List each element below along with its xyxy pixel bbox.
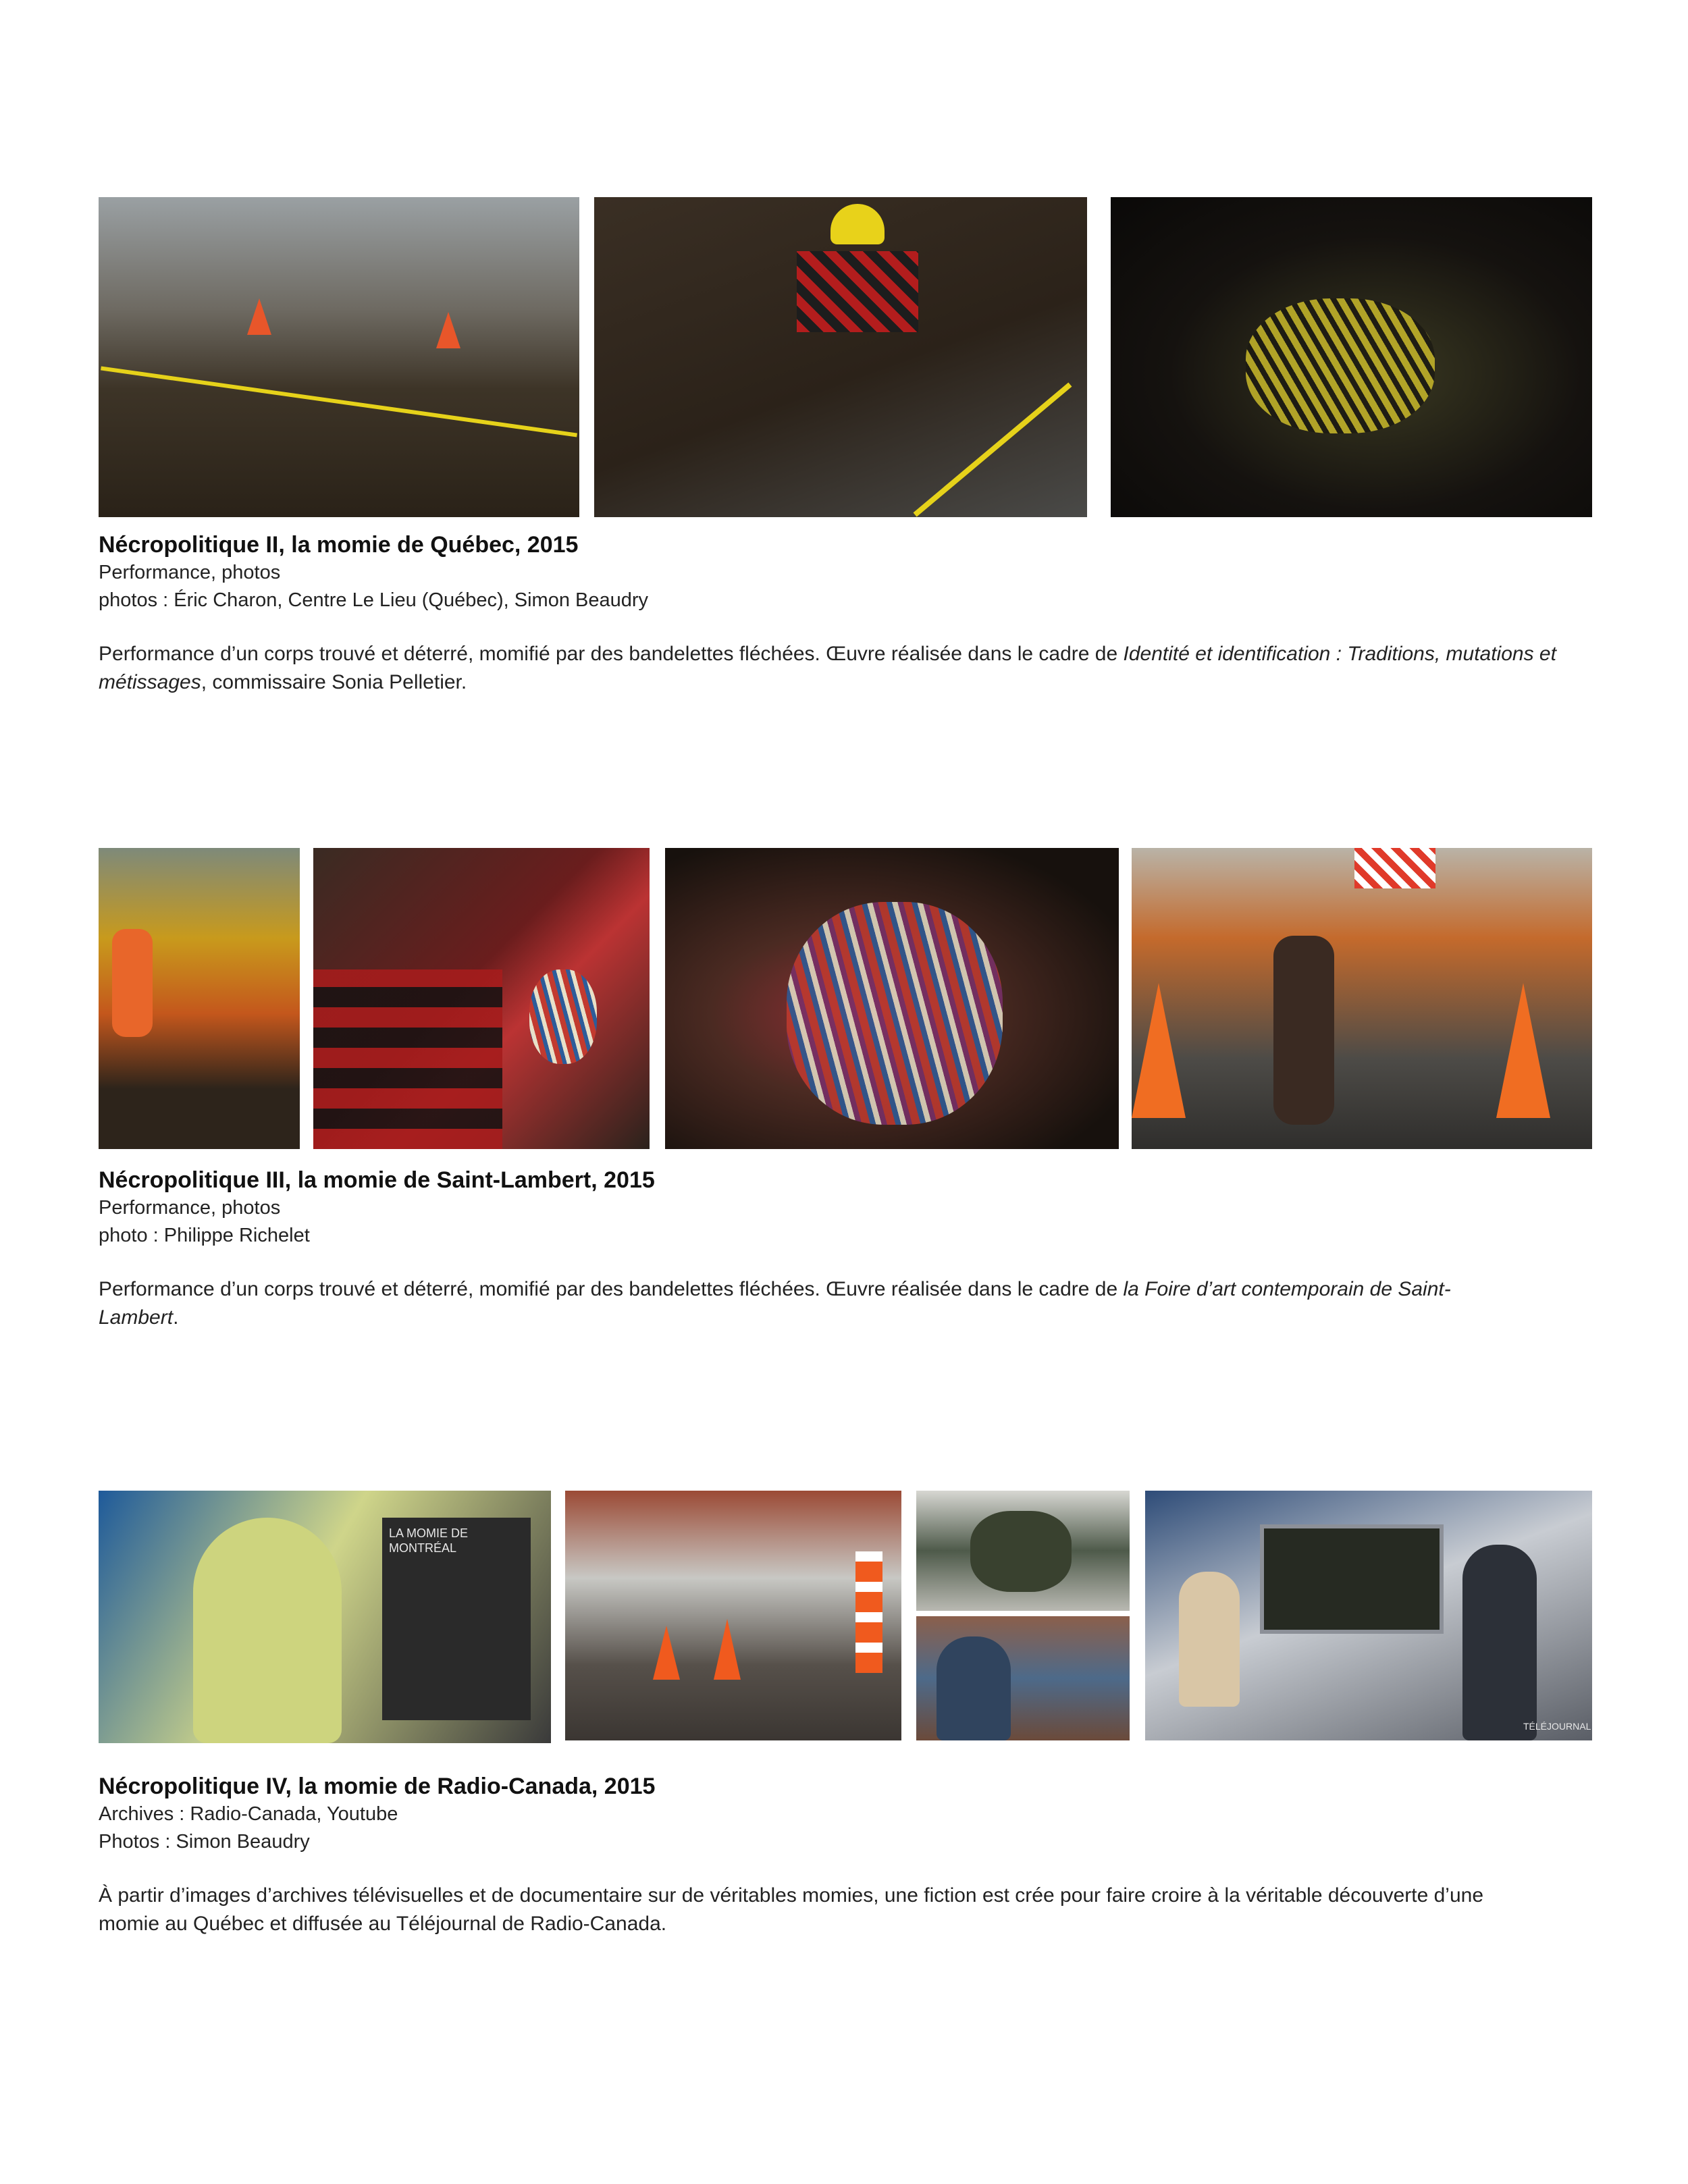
photo-wrapped-body-roots bbox=[665, 848, 1119, 1149]
photo-cones-site bbox=[565, 1491, 901, 1740]
photo-dark-mummy bbox=[916, 1491, 1130, 1611]
section-2-description: Performance d’un corps trouvé et déterré, momifié par des bandelettes fléchées. Œuvre réalisée dans le cadre de la Foire d’art contemporain de Saint-Lambert. bbox=[99, 1278, 1451, 1329]
photo-backhoe-workers bbox=[99, 848, 300, 1149]
section-3-description: À partir d’images d’archives télévisuelles et de documentaire sur de véritables momies, une fiction est crée pour faire croire à la véritable découverte d’une momie au Québec et diffusée au Téléjournal de Radio-Canada. bbox=[99, 1884, 1484, 1935]
section-3-title: Nécropolitique IV, la momie de Radio-Canada, 2015 bbox=[99, 1774, 656, 1799]
photo-worker-digging bbox=[594, 197, 1087, 517]
section-1-medium: Performance, photos bbox=[99, 562, 281, 583]
section-2-credit: photo : Philippe Richelet bbox=[99, 1225, 310, 1246]
photo-man-crossed-arms bbox=[916, 1616, 1130, 1740]
section-2-title: Nécropolitique III, la momie de Saint-Lambert, 2015 bbox=[99, 1167, 655, 1193]
photo-news-anchor bbox=[99, 1491, 551, 1743]
section-2-medium: Performance, photos bbox=[99, 1197, 281, 1219]
section-1-credit: photos : Éric Charon, Centre Le Lieu (Québec), Simon Beaudry bbox=[99, 589, 649, 611]
section-1-caption bbox=[99, 531, 1618, 697]
photo-studio-interview bbox=[1145, 1491, 1592, 1740]
photo-crowd-excavation bbox=[99, 197, 579, 517]
news-graphic-label: LA MOMIE DE MONTRÉAL bbox=[389, 1526, 469, 1555]
section-1-description: Performance d’un corps trouvé et déterré, momifié par des bandelettes fléchées. Œuvre réalisée dans le cadre de Identité et identification : Traditions, mutations et métissages, commissaire Sonia Pelletier. bbox=[99, 643, 1556, 693]
section-3-credit: Photos : Simon Beaudry bbox=[99, 1831, 310, 1853]
section-3-caption bbox=[99, 1772, 1618, 1938]
section-2-description-italic: la Foire d’art contemporain de Saint-Lambert bbox=[99, 1278, 1451, 1329]
studio-logo-label: TÉLÉJOURNAL bbox=[1523, 1721, 1591, 1732]
section-1-title: Nécropolitique II, la momie de Québec, 2015 bbox=[99, 532, 579, 558]
section-2-caption bbox=[99, 1166, 1618, 1332]
photo-plaid-shoulder bbox=[313, 848, 650, 1149]
photo-antler-figure-street bbox=[1132, 848, 1592, 1149]
section-3-medium: Archives : Radio-Canada, Youtube bbox=[99, 1803, 398, 1825]
photo-mummy-in-hole bbox=[1111, 197, 1592, 517]
section-1-description-italic: Identité et identification : Traditions, mutations et métissages bbox=[99, 643, 1556, 693]
